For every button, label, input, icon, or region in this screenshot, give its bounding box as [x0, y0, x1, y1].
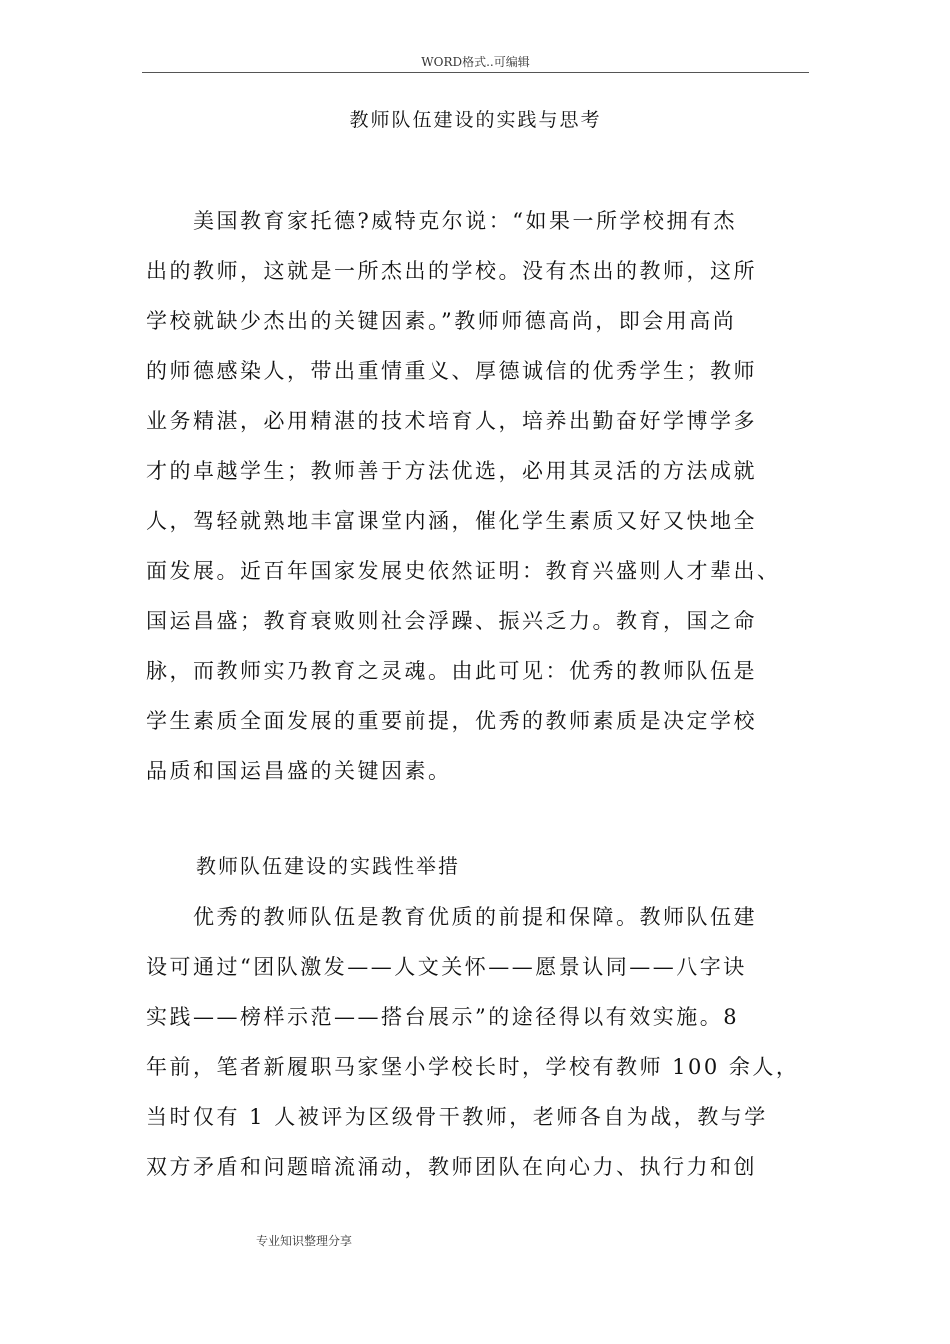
- header-divider: [142, 72, 809, 73]
- paragraph-line: 优秀的教师队伍是教育优质的前提和保障。教师队伍建: [146, 905, 757, 929]
- paragraph-line: 业务精湛，必用精湛的技术培育人，培养出勤奋好学博学多: [146, 409, 757, 433]
- paragraph-line: 面发展。近百年国家发展史依然证明：教育兴盛则人才辈出、: [146, 559, 781, 583]
- body-paragraph-intro: [146, 196, 810, 796]
- page-footer: 专业知识整理分享: [256, 1234, 353, 1248]
- paragraph-line: 双方矛盾和问题暗流涌动，教师团队在向心力、执行力和创: [146, 1155, 757, 1179]
- paragraph-line: 当时仅有 1 人被评为区级骨干教师，老师各自为战，教与学: [146, 1105, 768, 1129]
- section-heading: 教师队伍建设的实践性举措: [196, 854, 460, 878]
- paragraph-line: 年前，笔者新履职马家堡小学校长时，学校有教师 100 余人，: [146, 1055, 800, 1079]
- page-header: WORD格式..可编辑: [421, 55, 530, 69]
- document-title: 教师队伍建设的实践与思考: [349, 109, 602, 131]
- paragraph-line: 出的教师，这就是一所杰出的学校。没有杰出的教师，这所: [146, 259, 757, 283]
- paragraph-line: 品质和国运昌盛的关键因素。: [146, 759, 452, 783]
- paragraph-line: 人，驾轻就熟地丰富课堂内涵，催化学生素质又好又快地全: [146, 509, 757, 533]
- paragraph-line: 设可通过“团队激发——人文关怀——愿景认同——八字诀: [146, 955, 747, 979]
- paragraph-line: 美国教育家托德?威特克尔说：“如果一所学校拥有杰: [146, 209, 737, 233]
- paragraph-line: 学校就缺少杰出的关键因素。”教师师德高尚，即会用高尚: [146, 309, 737, 333]
- paragraph-line: 的师德感染人，带出重情重义、厚德诚信的优秀学生；教师: [146, 359, 757, 383]
- paragraph-line: 脉，而教师实乃教育之灵魂。由此可见：优秀的教师队伍是: [146, 659, 757, 683]
- paragraph-line: 才的卓越学生；教师善于方法优选，必用其灵活的方法成就: [146, 459, 757, 483]
- paragraph-line: 实践——榜样示范——搭台展示”的途径得以有效实施。8: [146, 1005, 740, 1029]
- paragraph-line: 学生素质全面发展的重要前提，优秀的教师素质是决定学校: [146, 709, 757, 733]
- body-paragraph-measures: [146, 892, 810, 1192]
- paragraph-line: 国运昌盛；教育衰败则社会浮躁、振兴乏力。教育，国之命: [146, 609, 757, 633]
